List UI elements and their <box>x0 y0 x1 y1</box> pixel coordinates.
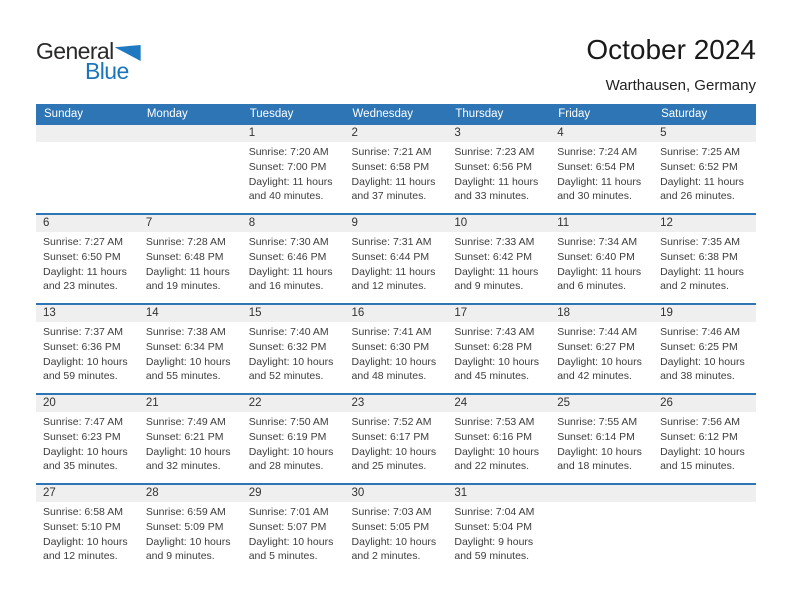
day-cell-28 <box>139 502 242 573</box>
day-cell-25 <box>550 412 653 483</box>
day-number-8: 8 <box>248 217 256 229</box>
day-info-line: and 9 minutes. <box>454 280 524 293</box>
day-number-19: 19 <box>660 307 673 319</box>
day-details-row <box>36 412 756 483</box>
day-number-31: 31 <box>454 487 468 499</box>
day-info-line: and 35 minutes. <box>43 460 118 473</box>
day-info-line: Sunset: 6:19 PM <box>248 430 327 443</box>
day-info-line: and 15 minutes. <box>660 460 735 473</box>
day-number-9: 9 <box>351 217 358 229</box>
day-number-17: 17 <box>454 307 468 319</box>
day-number-29: 29 <box>248 487 262 499</box>
weekday-header-saturday: Saturday <box>661 108 708 120</box>
day-number-26: 26 <box>660 397 673 409</box>
day-info-line: and 25 minutes. <box>351 460 427 473</box>
day-info-line: Daylight: 10 hours <box>248 445 334 458</box>
day-number-13: 13 <box>43 307 56 319</box>
day-number-strip <box>36 215 756 232</box>
day-info-line: and 30 minutes. <box>557 190 632 203</box>
day-info-line: Daylight: 10 hours <box>43 535 128 548</box>
day-info-line: Sunrise: 7:41 AM <box>351 326 432 338</box>
day-info-line: Sunset: 6:12 PM <box>660 430 738 443</box>
day-info-line: and 48 minutes. <box>351 370 427 383</box>
day-info-line: Daylight: 11 hours <box>351 265 436 278</box>
day-info-line: Sunrise: 7:44 AM <box>557 326 638 338</box>
day-info-line: Daylight: 11 hours <box>660 265 744 278</box>
day-number-22: 22 <box>248 397 262 409</box>
day-info-line: Sunrise: 7:04 AM <box>454 506 535 518</box>
day-info-line: Sunset: 6:56 PM <box>454 160 533 173</box>
day-number-strip <box>36 305 756 322</box>
day-info-line: Daylight: 10 hours <box>248 355 334 368</box>
week-row <box>36 213 756 303</box>
day-info-line: Sunset: 6:25 PM <box>660 340 738 353</box>
day-cell-6 <box>36 232 139 303</box>
weekday-header-thursday: Thursday <box>455 108 504 120</box>
day-number-7: 7 <box>145 217 153 229</box>
day-cell-13 <box>36 322 139 393</box>
day-number-16: 16 <box>351 307 365 319</box>
day-number-20: 20 <box>43 397 56 409</box>
logo-text-blue: Blue <box>85 58 129 84</box>
day-info-line: Sunrise: 7:47 AM <box>43 416 123 428</box>
day-info-line: Sunset: 6:50 PM <box>43 250 121 263</box>
day-cell-9 <box>345 232 448 303</box>
day-info-line: and 26 minutes. <box>660 190 735 203</box>
day-cell-16 <box>345 322 448 393</box>
day-cell-2 <box>345 142 448 213</box>
day-number-23: 23 <box>351 397 365 409</box>
day-number-10: 10 <box>454 217 468 229</box>
logo-text-general: General <box>36 38 114 64</box>
day-info-line: Sunrise: 7:56 AM <box>660 416 741 428</box>
day-cell-empty <box>139 142 242 213</box>
day-info-line: Sunrise: 7:35 AM <box>660 236 741 248</box>
day-number-strip <box>36 395 756 412</box>
day-info-line: and 38 minutes. <box>660 370 735 383</box>
day-number-1: 1 <box>248 127 256 139</box>
weekday-header-wednesday: Wednesday <box>352 108 414 120</box>
day-info-line: Sunset: 6:52 PM <box>660 160 738 173</box>
day-details-row <box>36 502 756 573</box>
day-info-line: and 22 minutes. <box>454 460 530 473</box>
day-info-line: and 9 minutes. <box>145 550 215 563</box>
day-info-line: Sunset: 6:17 PM <box>351 430 430 443</box>
day-info-line: and 18 minutes. <box>557 460 632 473</box>
day-number-strip <box>36 125 756 142</box>
day-number-15: 15 <box>248 307 262 319</box>
day-info-line: Sunrise: 7:21 AM <box>351 146 432 158</box>
weekday-header-row <box>36 104 756 125</box>
day-info-line: Daylight: 10 hours <box>43 355 128 368</box>
day-info-line: Sunrise: 7:55 AM <box>557 416 638 428</box>
day-info-line: Sunrise: 7:53 AM <box>454 416 535 428</box>
day-info-line: and 12 minutes. <box>351 280 427 293</box>
day-info-line: Sunset: 5:07 PM <box>248 520 327 533</box>
day-cell-1 <box>242 142 345 213</box>
day-info-line: Sunrise: 7:03 AM <box>351 506 432 518</box>
day-info-line: and 2 minutes. <box>660 280 729 293</box>
day-info-line: Sunrise: 7:20 AM <box>248 146 329 158</box>
day-info-line: Daylight: 10 hours <box>660 355 745 368</box>
day-info-line: Sunset: 6:54 PM <box>557 160 635 173</box>
day-info-line: Daylight: 10 hours <box>557 355 642 368</box>
day-info-line: Sunrise: 7:43 AM <box>454 326 535 338</box>
calendar-grid <box>36 104 756 573</box>
weekday-header-friday: Friday <box>558 108 591 120</box>
day-cell-29 <box>242 502 345 573</box>
day-info-line: and 37 minutes. <box>351 190 427 203</box>
day-info-line: and 52 minutes. <box>248 370 324 383</box>
day-info-line: and 59 minutes. <box>454 550 530 563</box>
day-cell-11 <box>550 232 653 303</box>
day-info-line: and 32 minutes. <box>145 460 221 473</box>
day-info-line: and 6 minutes. <box>557 280 627 293</box>
day-info-line: Sunset: 5:05 PM <box>351 520 430 533</box>
day-info-line: Sunset: 6:28 PM <box>454 340 533 353</box>
day-number-4: 4 <box>557 127 564 139</box>
day-details-row <box>36 142 756 213</box>
day-info-line: Sunrise: 7:49 AM <box>145 416 226 428</box>
day-details-row <box>36 322 756 393</box>
day-info-line: and 59 minutes. <box>43 370 118 383</box>
day-number-14: 14 <box>145 307 159 319</box>
day-info-line: Sunrise: 6:59 AM <box>145 506 226 518</box>
day-info-line: Sunrise: 7:27 AM <box>43 236 123 248</box>
day-info-line: Sunset: 6:38 PM <box>660 250 738 263</box>
day-info-line: Daylight: 11 hours <box>43 265 127 278</box>
day-info-line: Daylight: 10 hours <box>351 445 437 458</box>
day-info-line: Daylight: 11 hours <box>557 175 642 188</box>
day-number-empty <box>550 485 653 502</box>
day-cell-3 <box>447 142 550 213</box>
day-info-line: and 28 minutes. <box>248 460 324 473</box>
day-info-line: Daylight: 11 hours <box>248 175 333 188</box>
day-info-line: Sunrise: 7:34 AM <box>557 236 638 248</box>
day-info-line: Sunset: 6:44 PM <box>351 250 430 263</box>
day-info-line: Sunset: 6:46 PM <box>248 250 327 263</box>
week-row <box>36 393 756 483</box>
day-number-11: 11 <box>557 217 570 229</box>
day-info-line: Daylight: 11 hours <box>557 265 642 278</box>
day-info-line: and 12 minutes. <box>43 550 118 563</box>
day-number-24: 24 <box>454 397 468 409</box>
day-info-line: Sunset: 6:27 PM <box>557 340 635 353</box>
day-info-line: Sunrise: 7:50 AM <box>248 416 329 428</box>
day-cell-27 <box>36 502 139 573</box>
week-row <box>36 483 756 573</box>
day-cell-19 <box>653 322 756 393</box>
day-cell-14 <box>139 322 242 393</box>
day-info-line: Daylight: 10 hours <box>351 355 437 368</box>
day-cell-7 <box>139 232 242 303</box>
day-cell-23 <box>345 412 448 483</box>
day-info-line: Daylight: 10 hours <box>557 445 642 458</box>
day-info-line: Daylight: 10 hours <box>248 535 334 548</box>
day-info-line: Daylight: 10 hours <box>145 445 231 458</box>
day-info-line: and 33 minutes. <box>454 190 530 203</box>
day-number-28: 28 <box>145 487 159 499</box>
day-cell-24 <box>447 412 550 483</box>
day-cell-8 <box>242 232 345 303</box>
day-info-line: Sunset: 6:36 PM <box>43 340 121 353</box>
week-row <box>36 125 756 213</box>
day-cell-4 <box>550 142 653 213</box>
day-info-line: Sunset: 7:00 PM <box>248 160 327 173</box>
day-cell-empty <box>550 502 653 573</box>
day-number-empty <box>653 485 756 502</box>
day-number-5: 5 <box>660 127 667 139</box>
day-number-strip <box>36 485 756 502</box>
day-cell-12 <box>653 232 756 303</box>
day-info-line: Daylight: 11 hours <box>660 175 744 188</box>
day-info-line: Sunset: 6:42 PM <box>454 250 533 263</box>
day-info-line: Sunset: 6:32 PM <box>248 340 327 353</box>
day-number-30: 30 <box>351 487 365 499</box>
day-cell-22 <box>242 412 345 483</box>
day-info-line: Sunset: 6:14 PM <box>557 430 635 443</box>
day-number-21: 21 <box>145 397 159 409</box>
day-info-line: Sunrise: 7:46 AM <box>660 326 741 338</box>
day-info-line: Daylight: 10 hours <box>145 355 231 368</box>
day-cell-18 <box>550 322 653 393</box>
day-info-line: and 16 minutes. <box>248 280 324 293</box>
day-info-line: Sunrise: 7:37 AM <box>43 326 123 338</box>
day-number-empty <box>36 125 139 142</box>
day-info-line: Daylight: 10 hours <box>351 535 437 548</box>
day-info-line: and 42 minutes. <box>557 370 632 383</box>
day-info-line: and 45 minutes. <box>454 370 530 383</box>
day-info-line: Sunrise: 7:25 AM <box>660 146 741 158</box>
day-info-line: Sunrise: 7:52 AM <box>351 416 432 428</box>
day-info-line: Sunset: 6:40 PM <box>557 250 635 263</box>
day-info-line: Sunset: 6:21 PM <box>145 430 224 443</box>
day-info-line: Daylight: 11 hours <box>454 265 539 278</box>
day-info-line: Daylight: 10 hours <box>43 445 128 458</box>
day-info-line: Daylight: 10 hours <box>454 355 540 368</box>
day-info-line: Sunset: 5:09 PM <box>145 520 224 533</box>
day-info-line: Sunrise: 7:31 AM <box>351 236 432 248</box>
day-info-line: Sunrise: 7:33 AM <box>454 236 535 248</box>
page-title: October 2024 <box>586 34 756 65</box>
day-number-3: 3 <box>454 127 461 139</box>
week-row <box>36 303 756 393</box>
day-number-18: 18 <box>557 307 571 319</box>
day-info-line: Sunset: 6:48 PM <box>145 250 224 263</box>
day-info-line: and 5 minutes. <box>248 550 318 563</box>
day-info-line: Daylight: 10 hours <box>145 535 231 548</box>
day-number-25: 25 <box>557 397 571 409</box>
day-info-line: Sunset: 6:30 PM <box>351 340 430 353</box>
day-info-line: Daylight: 10 hours <box>660 445 745 458</box>
day-info-line: Sunset: 6:34 PM <box>145 340 224 353</box>
day-info-line: Sunrise: 7:30 AM <box>248 236 329 248</box>
day-cell-26 <box>653 412 756 483</box>
day-info-line: Sunrise: 7:38 AM <box>145 326 226 338</box>
day-number-27: 27 <box>43 487 56 499</box>
location-subtitle: Warthausen, Germany <box>605 77 756 94</box>
day-cell-empty <box>36 142 139 213</box>
day-number-6: 6 <box>43 217 50 229</box>
day-info-line: Sunset: 6:58 PM <box>351 160 430 173</box>
day-number-12: 12 <box>660 217 673 229</box>
day-cell-21 <box>139 412 242 483</box>
title-block <box>586 34 756 94</box>
day-info-line: Sunrise: 7:01 AM <box>248 506 329 518</box>
day-info-line: Daylight: 9 hours <box>454 535 534 548</box>
day-info-line: and 23 minutes. <box>43 280 118 293</box>
day-info-line: Sunrise: 7:24 AM <box>557 146 638 158</box>
day-info-line: Sunset: 5:04 PM <box>454 520 533 533</box>
day-details-row <box>36 232 756 303</box>
day-info-line: Sunrise: 7:23 AM <box>454 146 535 158</box>
day-info-line: Daylight: 11 hours <box>145 265 230 278</box>
weekday-header-tuesday: Tuesday <box>249 108 294 120</box>
day-cell-empty <box>653 502 756 573</box>
day-number-empty <box>139 125 242 142</box>
day-cell-20 <box>36 412 139 483</box>
day-cell-5 <box>653 142 756 213</box>
day-info-line: Sunset: 5:10 PM <box>43 520 121 533</box>
day-info-line: and 19 minutes. <box>145 280 221 293</box>
day-info-line: Sunset: 6:23 PM <box>43 430 121 443</box>
day-info-line: Sunrise: 7:28 AM <box>145 236 226 248</box>
day-info-line: and 55 minutes. <box>145 370 221 383</box>
day-info-line: and 2 minutes. <box>351 550 421 563</box>
day-info-line: Sunrise: 6:58 AM <box>43 506 123 518</box>
weeks-container <box>36 125 756 573</box>
day-cell-10 <box>447 232 550 303</box>
weekday-header-sunday: Sunday <box>44 108 84 120</box>
day-cell-17 <box>447 322 550 393</box>
day-cell-31 <box>447 502 550 573</box>
day-info-line: Sunset: 6:16 PM <box>454 430 533 443</box>
day-number-2: 2 <box>351 127 358 139</box>
weekday-header-monday: Monday <box>146 108 188 120</box>
day-info-line: Daylight: 11 hours <box>351 175 436 188</box>
day-info-line: and 40 minutes. <box>248 190 324 203</box>
day-info-line: Daylight: 11 hours <box>248 265 333 278</box>
day-cell-30 <box>345 502 448 573</box>
day-info-line: Daylight: 11 hours <box>454 175 539 188</box>
general-blue-logo <box>36 38 146 85</box>
day-cell-15 <box>242 322 345 393</box>
day-info-line: Daylight: 10 hours <box>454 445 540 458</box>
day-info-line: Sunrise: 7:40 AM <box>248 326 329 338</box>
